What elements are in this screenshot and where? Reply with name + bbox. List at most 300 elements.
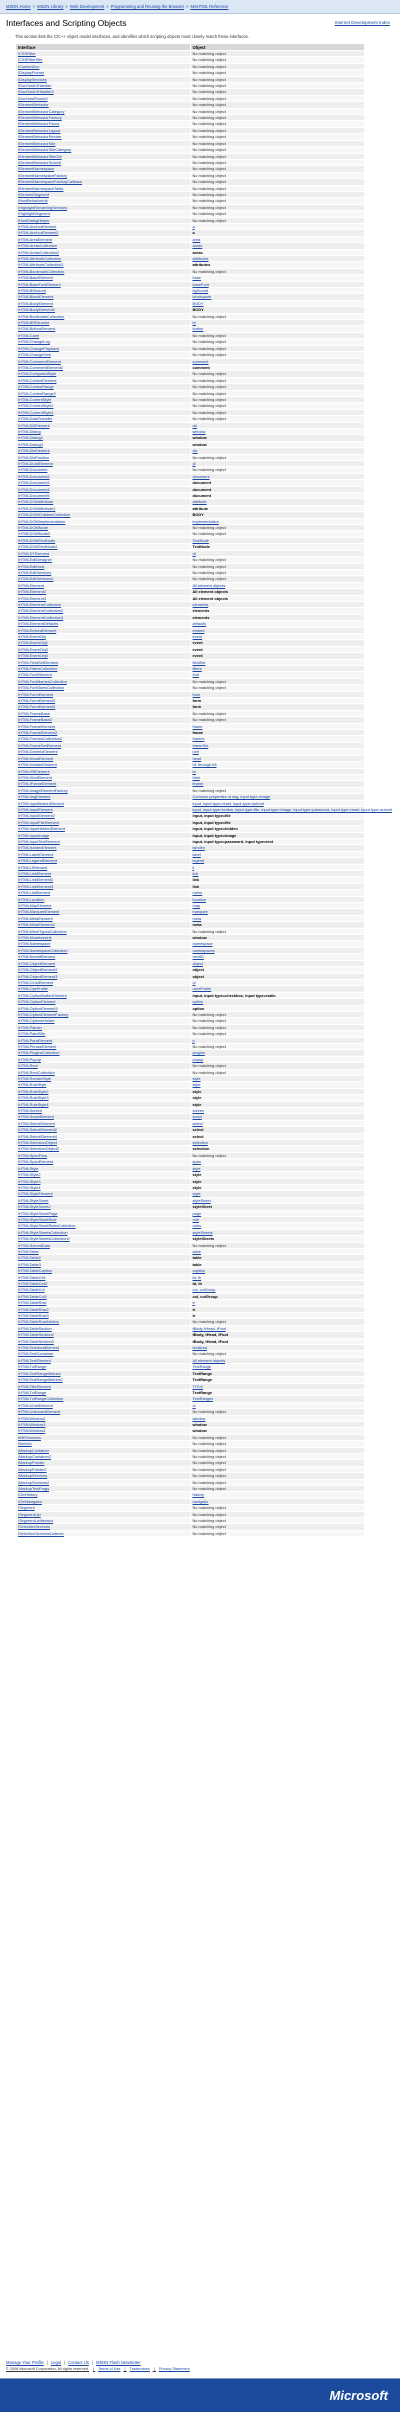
interface-link[interactable]: IHTMLUnknownElement — [16, 1409, 191, 1415]
interface-link[interactable]: IHTMLRuleStyle2 — [16, 1088, 191, 1094]
interface-link[interactable]: IElementBehaviorLayout — [16, 127, 191, 133]
interface-link[interactable]: IHTMLAttributeCollection — [16, 256, 191, 262]
interface-link[interactable]: IHTMLRuleStyle — [16, 1082, 191, 1088]
object-link[interactable]: br — [190, 320, 365, 326]
interface-link[interactable]: IHTMLInputElement — [16, 806, 191, 812]
interface-link[interactable]: IHTMLEditServices — [16, 569, 191, 575]
interface-link[interactable]: IHTMLInputImage — [16, 832, 191, 838]
object-link[interactable]: baseFont — [190, 281, 365, 287]
object-link[interactable]: areas — [190, 243, 365, 249]
interface-link[interactable]: IHTMLTable2 — [16, 1255, 191, 1261]
object-link[interactable]: document — [190, 473, 365, 479]
interface-link[interactable]: IHTMLOptionElement3 — [16, 1005, 191, 1011]
object-link[interactable]: span — [190, 1159, 365, 1165]
object-link[interactable]: styleSheets — [190, 1229, 365, 1235]
interface-link[interactable]: ISegmentList — [16, 1511, 191, 1517]
object-link[interactable]: iframe — [190, 781, 365, 787]
interface-link[interactable]: IHTMLBookmarkCollection — [16, 313, 191, 319]
interface-link[interactable]: IHTMLMimeTypesCollection — [16, 928, 191, 934]
interface-link[interactable]: IDocHostUIHandler2 — [16, 89, 191, 95]
object-link[interactable]: head — [190, 755, 365, 761]
object-link[interactable]: defaults — [190, 621, 365, 627]
interface-link[interactable]: IHTMLBodyElement — [16, 300, 191, 306]
interface-link[interactable]: IHTMLFieldSetElement — [16, 659, 191, 665]
interface-link[interactable]: IHTMLElementCollection — [16, 601, 191, 607]
interface-link[interactable]: IHTMLTableCell — [16, 1274, 191, 1280]
object-link[interactable]: area — [190, 236, 365, 242]
interface-link[interactable]: IHTMLTextRangeMetrics2 — [16, 1377, 191, 1383]
interface-link[interactable]: IHTMLCommentElement — [16, 358, 191, 364]
interface-link[interactable]: IHTMLLIElement — [16, 864, 191, 870]
interface-link[interactable]: ISegmentListIterator — [16, 1518, 191, 1524]
object-link[interactable]: td, th — [190, 1274, 365, 1280]
object-link[interactable]: filters — [190, 666, 365, 672]
interface-link[interactable]: IHTMLStyleSheetPage — [16, 1210, 191, 1216]
interface-link[interactable]: IHighlightSegment — [16, 211, 191, 217]
object-link[interactable]: elements — [190, 601, 365, 607]
interface-link[interactable]: IHTMLSelectElement — [16, 1120, 191, 1126]
interface-link[interactable]: IHTMLCurrentStyle2 — [16, 403, 191, 409]
interface-link[interactable]: IHTMLHeaderElement — [16, 762, 191, 768]
interface-link[interactable]: IHTMLEventObj3 — [16, 646, 191, 652]
interface-link[interactable]: IHTMLWindow4 — [16, 1428, 191, 1434]
interface-link[interactable]: IHTMLBlockElement — [16, 294, 191, 300]
object-link[interactable]: style — [190, 1191, 365, 1197]
object-link[interactable]: script — [190, 1114, 365, 1120]
object-link[interactable]: marquee — [190, 909, 365, 915]
interface-link[interactable]: IHTMLTextContainer — [16, 1351, 191, 1357]
interface-link[interactable]: IElementNamespaceFactory — [16, 172, 191, 178]
object-link[interactable]: li — [190, 864, 365, 870]
object-link[interactable]: font — [190, 672, 365, 678]
interface-link[interactable]: IHTMLDocument2 — [16, 473, 191, 479]
interface-link[interactable]: IOmHistory — [16, 1492, 191, 1498]
interface-link[interactable]: IHTMLPhraseElement — [16, 1043, 191, 1049]
breadcrumb-item[interactable]: MSDN Home — [6, 4, 31, 9]
object-link[interactable]: popup — [190, 1056, 365, 1062]
interface-link[interactable]: IHTMLPluginsCollection — [16, 1050, 191, 1056]
interface-link[interactable]: IHTMLDocument — [16, 467, 191, 473]
interface-link[interactable]: IHTMLFrameElement2 — [16, 730, 191, 736]
object-link[interactable]: tBody, tHead, tFoot — [190, 1325, 365, 1331]
object-link[interactable]: ul — [190, 1402, 365, 1408]
interface-link[interactable]: IHTMLTableRow — [16, 1300, 191, 1306]
interface-link[interactable]: IElementBehaviorRender — [16, 134, 191, 140]
interface-link[interactable]: IHTMLListElement — [16, 890, 191, 896]
interface-link[interactable]: IElementNamespaceFactoryCallback — [16, 179, 191, 185]
object-link[interactable]: plugins — [190, 1050, 365, 1056]
interface-link[interactable]: IHTMLEditHost — [16, 563, 191, 569]
interface-link[interactable]: IHTMLSelectElement2 — [16, 1127, 191, 1133]
interface-link[interactable]: ICSSFilter — [16, 51, 191, 57]
interface-link[interactable]: IMarkupServices — [16, 1473, 191, 1479]
interface-link[interactable]: IHTMLGenericElement — [16, 749, 191, 755]
interface-link[interactable]: IHTMLBGsound — [16, 288, 191, 294]
interface-link[interactable]: IHTMLOptionsHolder — [16, 1018, 191, 1024]
interface-link[interactable]: IHTMLInputElement2 — [16, 813, 191, 819]
interface-link[interactable]: ISegment — [16, 1505, 191, 1511]
interface-link[interactable]: IHTMLStyleElement — [16, 1191, 191, 1197]
interface-link[interactable]: IHTMLEditDesigner — [16, 557, 191, 563]
interface-link[interactable]: IHTMLTableRow2 — [16, 1306, 191, 1312]
interface-link[interactable]: IHTMLImgElement — [16, 794, 191, 800]
interface-link[interactable]: IHTMLChangeLog — [16, 339, 191, 345]
interface-link[interactable]: IHTMLLabelElement — [16, 851, 191, 857]
interface-link[interactable]: IOmNavigator — [16, 1498, 191, 1504]
object-link[interactable]: isIndex — [190, 845, 365, 851]
interface-link[interactable]: IHTMLOpsProfile — [16, 986, 191, 992]
interface-link[interactable]: IHTMLDOMAttribute2 — [16, 505, 191, 511]
interface-link[interactable]: IHostBehaviorInit — [16, 198, 191, 204]
interface-link[interactable]: IHTMLTableCol2 — [16, 1293, 191, 1299]
interface-link[interactable]: IHTMLTable3 — [16, 1261, 191, 1267]
interface-link[interactable]: IHTMLTextElement — [16, 1357, 191, 1363]
object-link[interactable]: attribute — [190, 499, 365, 505]
object-link[interactable]: ol — [190, 979, 365, 985]
interface-link[interactable]: IHTMLTextRangeMetrics — [16, 1370, 191, 1376]
object-link[interactable]: input, input type=button, input type=file, input type=image, input type=password, input type=reset, input type=submit — [190, 806, 365, 812]
interface-link[interactable]: IHTMLDocument5 — [16, 493, 191, 499]
interface-link[interactable]: IHTMLInputFileElement — [16, 819, 191, 825]
object-link[interactable]: frames — [190, 736, 365, 742]
interface-link[interactable]: IHTMLPaintSite — [16, 1031, 191, 1037]
interface-link[interactable]: IHTMLFontElement — [16, 672, 191, 678]
interface-link[interactable]: IHTMLModelessInit — [16, 935, 191, 941]
interface-link[interactable]: IHTMLTextAreaElement — [16, 1345, 191, 1351]
object-link[interactable]: window — [190, 1415, 365, 1421]
interface-link[interactable]: IMarkupServices2 — [16, 1479, 191, 1485]
interface-link[interactable]: ISelectionServices — [16, 1524, 191, 1530]
interface-link[interactable]: IHTMLTitleElement — [16, 1383, 191, 1389]
object-link[interactable]: All element objects — [190, 1357, 365, 1363]
interface-link[interactable]: IHTMLNamespace — [16, 941, 191, 947]
interface-link[interactable]: IHTMLOptionElementFactory — [16, 1011, 191, 1017]
interface-link[interactable]: IHTMLStyleSheet2 — [16, 1204, 191, 1210]
interface-link[interactable]: IHTMLTableSection3 — [16, 1338, 191, 1344]
object-link[interactable]: navigator — [190, 1498, 365, 1504]
interface-link[interactable]: IHTMLTableCol — [16, 1287, 191, 1293]
interface-link[interactable]: IHTMLWindow2 — [16, 1415, 191, 1421]
breadcrumb-item[interactable]: Programming and Reusing the Browser — [110, 4, 185, 9]
interface-link[interactable]: IHTMLAreaElement — [16, 236, 191, 242]
interface-link[interactable]: IHTMLFrameElement — [16, 723, 191, 729]
interface-link[interactable]: IHTMLDOMNode — [16, 525, 191, 531]
interface-link[interactable]: IHTMLDivElement — [16, 448, 191, 454]
footer-link[interactable]: Legal — [50, 2360, 62, 2365]
interface-link[interactable]: IHTMLFormElement2 — [16, 698, 191, 704]
interface-link[interactable]: IElementBehaviorCategory — [16, 108, 191, 114]
interface-link[interactable]: IHTMLHRElement — [16, 768, 191, 774]
interface-link[interactable]: IHTMLRuleStyle3 — [16, 1095, 191, 1101]
interface-link[interactable]: IHTMLDOMAttribute — [16, 499, 191, 505]
interface-link[interactable]: IHTMLTableCaption — [16, 1268, 191, 1274]
object-link[interactable]: dd — [190, 422, 365, 428]
object-link[interactable]: namespaces — [190, 947, 365, 953]
object-link[interactable]: button — [190, 326, 365, 332]
object-link[interactable]: label — [190, 851, 365, 857]
interface-link[interactable]: IHTMLScriptElement — [16, 1114, 191, 1120]
interface-link[interactable]: IHTMLAnchorElement — [16, 223, 191, 229]
interface-link[interactable]: IHTMLInputButtonElement — [16, 800, 191, 806]
interface-link[interactable]: IHTMLRenderStyle — [16, 1076, 191, 1082]
object-link[interactable]: dt — [190, 550, 365, 556]
interface-link[interactable]: IHTMLInputHiddenElement — [16, 826, 191, 832]
interface-link[interactable]: IHTMLLinkElement2 — [16, 877, 191, 883]
object-link[interactable]: blockquote — [190, 294, 365, 300]
object-link[interactable]: frame — [190, 723, 365, 729]
interface-link[interactable]: IHTMLDTElement — [16, 550, 191, 556]
interface-link[interactable]: IHTMLStyleSheet — [16, 1197, 191, 1203]
object-link[interactable]: nextID — [190, 954, 365, 960]
interface-link[interactable]: IHTMLMarqueeElement — [16, 909, 191, 915]
interface-link[interactable]: IHTMLMetaElement2 — [16, 922, 191, 928]
interface-link[interactable]: IHTMLLegendElement — [16, 858, 191, 864]
object-link[interactable]: implementation — [190, 518, 365, 524]
interface-link[interactable]: IMarkupPointer — [16, 1460, 191, 1466]
interface-link[interactable]: IHTMLFrameSetElement — [16, 742, 191, 748]
interface-link[interactable]: IHTMLTxtRangeCollection — [16, 1396, 191, 1402]
interface-link[interactable]: IHTMLTableSection2 — [16, 1332, 191, 1338]
interface-link[interactable]: IHTMLBookmarkCollection — [16, 268, 191, 274]
interface-link[interactable]: IHTMLAreasCollection2 — [16, 249, 191, 255]
object-link[interactable]: namespace — [190, 941, 365, 947]
interface-link[interactable]: IElementBehaviorSubmit — [16, 159, 191, 165]
object-link[interactable]: Common properties of img, input type=image — [190, 794, 365, 800]
interface-link[interactable]: IElementNamespace — [16, 166, 191, 172]
interface-link[interactable]: IHTMLStyleSheetRule — [16, 1216, 191, 1222]
interface-link[interactable]: IHTMLStyleSheetRulesCollection — [16, 1223, 191, 1229]
object-link[interactable]: bgSound — [190, 288, 365, 294]
interface-link[interactable]: IDocHostShowUI — [16, 95, 191, 101]
interface-link[interactable]: IHTMLControlRange2 — [16, 390, 191, 396]
object-link[interactable]: All element objects — [190, 582, 365, 588]
object-link[interactable]: userProfile — [190, 986, 365, 992]
interface-link[interactable]: IHTMLIsIndexElement — [16, 845, 191, 851]
interface-link[interactable]: IDisplayServices — [16, 76, 191, 82]
object-link[interactable]: hr — [190, 768, 365, 774]
interface-link[interactable]: IElementBehaviorSiteOM — [16, 153, 191, 159]
interface-link[interactable]: IHTMLElement3 — [16, 595, 191, 601]
interface-link[interactable]: IHTMLDialog — [16, 428, 191, 434]
interface-link[interactable]: IHTMLScreen — [16, 1108, 191, 1114]
object-link[interactable]: rules — [190, 1223, 365, 1229]
internet-development-index-link[interactable]: Internet Development Index — [334, 20, 390, 25]
interface-link[interactable]: IHTMLDDElement — [16, 422, 191, 428]
object-link[interactable]: table — [190, 1248, 365, 1254]
object-link[interactable]: TextNode — [190, 537, 365, 543]
interface-link[interactable]: IlineInfo — [16, 1441, 191, 1447]
interface-link[interactable]: IElementSegment — [16, 191, 191, 197]
interface-link[interactable]: IHTMLObjectElement2 — [16, 967, 191, 973]
object-link[interactable]: object — [190, 960, 365, 966]
object-link[interactable]: BODY — [190, 300, 365, 306]
interface-link[interactable]: IHTMLAreasCollection — [16, 243, 191, 249]
interface-link[interactable]: IHTMLFontSizesCollection — [16, 685, 191, 691]
object-link[interactable]: html — [190, 774, 365, 780]
interface-link[interactable]: IHTMLSpanFlow — [16, 1152, 191, 1158]
interface-link[interactable]: IHTMLStyle — [16, 1165, 191, 1171]
interface-link[interactable]: IHTMLDocument4 — [16, 486, 191, 492]
interface-link[interactable]: IHTMLDListElement — [16, 461, 191, 467]
object-link[interactable]: col, colGroup — [190, 1287, 365, 1293]
interface-link[interactable]: IHTMLSelectElement4 — [16, 1133, 191, 1139]
interface-link[interactable]: IMarkupPointer2 — [16, 1466, 191, 1472]
footer-link[interactable]: Contact Us — [68, 2360, 89, 2365]
object-link[interactable]: style — [190, 1076, 365, 1082]
object-link[interactable]: map — [190, 903, 365, 909]
interface-link[interactable]: IHTMLDOMNode2 — [16, 531, 191, 537]
interface-link[interactable]: IHTMLLinkElement — [16, 871, 191, 877]
interface-link[interactable]: IHTMLObjectElement — [16, 960, 191, 966]
interface-link[interactable]: IHTMLControlRange — [16, 384, 191, 390]
interface-link[interactable]: IHTMLChangePlayback — [16, 345, 191, 351]
interface-link[interactable]: IHTMLSelectionObject2 — [16, 1146, 191, 1152]
interface-link[interactable]: IHTMLStyle3 — [16, 1178, 191, 1184]
interface-link[interactable]: IHTMLButtonElement — [16, 326, 191, 332]
interface-link[interactable]: IHTMLFrameBase — [16, 710, 191, 716]
object-link[interactable]: window — [190, 428, 365, 434]
interface-link[interactable]: IHTMLElementCollection2 — [16, 608, 191, 614]
interface-link[interactable]: IHTMLMetaElement — [16, 915, 191, 921]
interface-link[interactable]: IHTMLRect — [16, 1063, 191, 1069]
object-link[interactable]: embed — [190, 627, 365, 633]
object-link[interactable]: TextRanges — [190, 1396, 365, 1402]
interface-link[interactable]: IHighlightRenderingServices — [16, 204, 191, 210]
interface-link[interactable]: IElementBehaviorFocus — [16, 121, 191, 127]
interface-link[interactable]: IHTMLHeadElement — [16, 755, 191, 761]
object-link[interactable]: frameSet — [190, 742, 365, 748]
interface-link[interactable]: IHTMLSelectionObject — [16, 1140, 191, 1146]
object-link[interactable]: rule — [190, 1216, 365, 1222]
interface-link[interactable]: IHTMLBaseFontElement — [16, 281, 191, 287]
interface-link[interactable]: IHTMLEventObj2 — [16, 640, 191, 646]
interface-link[interactable]: IHTMLMapElement — [16, 903, 191, 909]
object-link[interactable]: TextRange — [190, 1364, 365, 1370]
object-link[interactable]: caption — [190, 1268, 365, 1274]
object-link[interactable]: TITLE — [190, 1383, 365, 1389]
interface-link[interactable]: ICustomDoc — [16, 63, 191, 69]
interface-link[interactable]: IHTMLControlElement — [16, 377, 191, 383]
interface-link[interactable]: IHTMLComputedStyle — [16, 371, 191, 377]
interface-link[interactable]: IHTMLPainter — [16, 1024, 191, 1030]
footer-legal-link[interactable]: Privacy Statement — [158, 2367, 190, 2371]
interface-link[interactable]: IHTMLNamespaceCollection — [16, 947, 191, 953]
interface-link[interactable]: IHTMLEmbedElement — [16, 627, 191, 633]
interface-link[interactable]: IHTMLElement — [16, 582, 191, 588]
object-link[interactable]: base — [190, 275, 365, 281]
interface-link[interactable]: IHTMLDialog2 — [16, 435, 191, 441]
object-link[interactable]: style — [190, 1165, 365, 1171]
interface-link[interactable]: IHTMLRectCollection — [16, 1069, 191, 1075]
interface-link[interactable]: IHTMLDataTransfer — [16, 416, 191, 422]
interface-link[interactable]: IHTMLOptionElement — [16, 999, 191, 1005]
interface-link[interactable]: IHTMLChangeSink — [16, 352, 191, 358]
object-link[interactable]: comment — [190, 358, 365, 364]
breadcrumb-item[interactable]: MSDN Library — [37, 4, 64, 9]
interface-link[interactable]: IHTMLAnchorElement2 — [16, 230, 191, 236]
object-link[interactable]: event — [190, 633, 365, 639]
interface-link[interactable]: IHTMLFormElement3 — [16, 704, 191, 710]
object-link[interactable]: style — [190, 1082, 365, 1088]
interface-link[interactable]: IElementBehaviorFactory — [16, 115, 191, 121]
interface-link[interactable]: IDocHostUIHandler — [16, 83, 191, 89]
interface-link[interactable]: IHTMLEditServices2 — [16, 576, 191, 582]
object-link[interactable]: location — [190, 896, 365, 902]
object-link[interactable]: tr — [190, 1300, 365, 1306]
interface-link[interactable]: IHTMLSubmitData — [16, 1242, 191, 1248]
breadcrumb-item[interactable]: MSHTML Reference — [190, 4, 229, 9]
interface-link[interactable]: IHTMLElement2 — [16, 589, 191, 595]
interface-link[interactable]: IHTMLTableCell2 — [16, 1281, 191, 1287]
interface-link[interactable]: IHTMLDialog3 — [16, 441, 191, 447]
object-link[interactable]: h1 through h6 — [190, 762, 365, 768]
interface-link[interactable]: IHTMLStyle4 — [16, 1184, 191, 1190]
footer-legal-link[interactable]: Trademarks — [129, 2367, 150, 2371]
interface-link[interactable]: IHTMLHtmlElement — [16, 774, 191, 780]
interface-link[interactable]: IHTMLInputTextElement — [16, 838, 191, 844]
interface-link[interactable]: ICSSFilterSite — [16, 57, 191, 63]
interface-link[interactable]: IHTMLOListElement — [16, 979, 191, 985]
footer-link[interactable]: MSDN Flash Newsletter — [95, 2360, 141, 2365]
interface-link[interactable]: IHTMLAttributeCollection2 — [16, 262, 191, 268]
interface-link[interactable]: IHTMLFrameBase2 — [16, 717, 191, 723]
interface-link[interactable]: IHTMLCurrentStyle — [16, 396, 191, 402]
interface-link[interactable]: IHTMLTableRow3 — [16, 1313, 191, 1319]
interface-link[interactable]: IHTMLIFrameElement — [16, 781, 191, 787]
interface-link[interactable]: IMarkupTextFrags — [16, 1486, 191, 1492]
interface-link[interactable]: IHTMLEventObj — [16, 633, 191, 639]
object-link[interactable]: select — [190, 1120, 365, 1126]
object-link[interactable]: input, input type=reset, input type=submit — [190, 800, 365, 806]
interface-link[interactable]: IHTMLStyle2 — [16, 1172, 191, 1178]
object-link[interactable]: menu — [190, 890, 365, 896]
interface-link[interactable]: IMarkupContainer2 — [16, 1453, 191, 1459]
interface-link[interactable]: IHTMLLocation — [16, 896, 191, 902]
interface-link[interactable]: IHTMLStyleSheetsCollection — [16, 1229, 191, 1235]
object-link[interactable]: meta — [190, 915, 365, 921]
interface-link[interactable]: IHTMLDivPosition — [16, 454, 191, 460]
interface-link[interactable]: IHTMLStyleSheetsCollection2 — [16, 1236, 191, 1242]
interface-link[interactable]: IHTMLObjectElement3 — [16, 973, 191, 979]
object-link[interactable]: unit — [190, 749, 365, 755]
object-link[interactable]: textArea — [190, 1345, 365, 1351]
interface-link[interactable]: IElementNamespaceTable — [16, 185, 191, 191]
interface-link[interactable]: IHTMLParaElement — [16, 1037, 191, 1043]
footer-legal-link[interactable]: Terms of Use — [98, 2367, 121, 2371]
interface-link[interactable]: IElementBehavior — [16, 102, 191, 108]
interface-link[interactable]: IHTMLBodyElement2 — [16, 307, 191, 313]
interface-link[interactable]: IHTMLTable — [16, 1248, 191, 1254]
interface-link[interactable]: IHTMLOptionButtonElement — [16, 992, 191, 998]
breadcrumb-item[interactable]: Web Development — [69, 4, 105, 9]
interface-link[interactable]: IHTMLPopup — [16, 1056, 191, 1062]
interface-link[interactable]: IHTMLDocument3 — [16, 480, 191, 486]
interface-link[interactable]: IMarkupContainer — [16, 1447, 191, 1453]
interface-link[interactable]: IHTMLCurrentStyle3 — [16, 409, 191, 415]
interface-link[interactable]: IHTMLFramesCollection2 — [16, 736, 191, 742]
interface-link[interactable]: IHTMLDOMImplementation — [16, 518, 191, 524]
interface-link[interactable]: IHTMLDOMChildrenCollection — [16, 512, 191, 518]
interface-link[interactable]: IElementBehaviorSiteCategory — [16, 147, 191, 153]
interface-link[interactable]: IHTMLFiltersCollection — [16, 666, 191, 672]
interface-link[interactable]: IDisplayPointer — [16, 70, 191, 76]
interface-link[interactable]: IHTMLNextIdElement — [16, 954, 191, 960]
object-link[interactable]: styleSheet — [190, 1197, 365, 1203]
object-link[interactable]: fieldSet — [190, 659, 365, 665]
object-link[interactable]: page — [190, 1210, 365, 1216]
object-link[interactable]: form — [190, 691, 365, 697]
interface-link[interactable]: IHTMLTxtRange — [16, 1364, 191, 1370]
